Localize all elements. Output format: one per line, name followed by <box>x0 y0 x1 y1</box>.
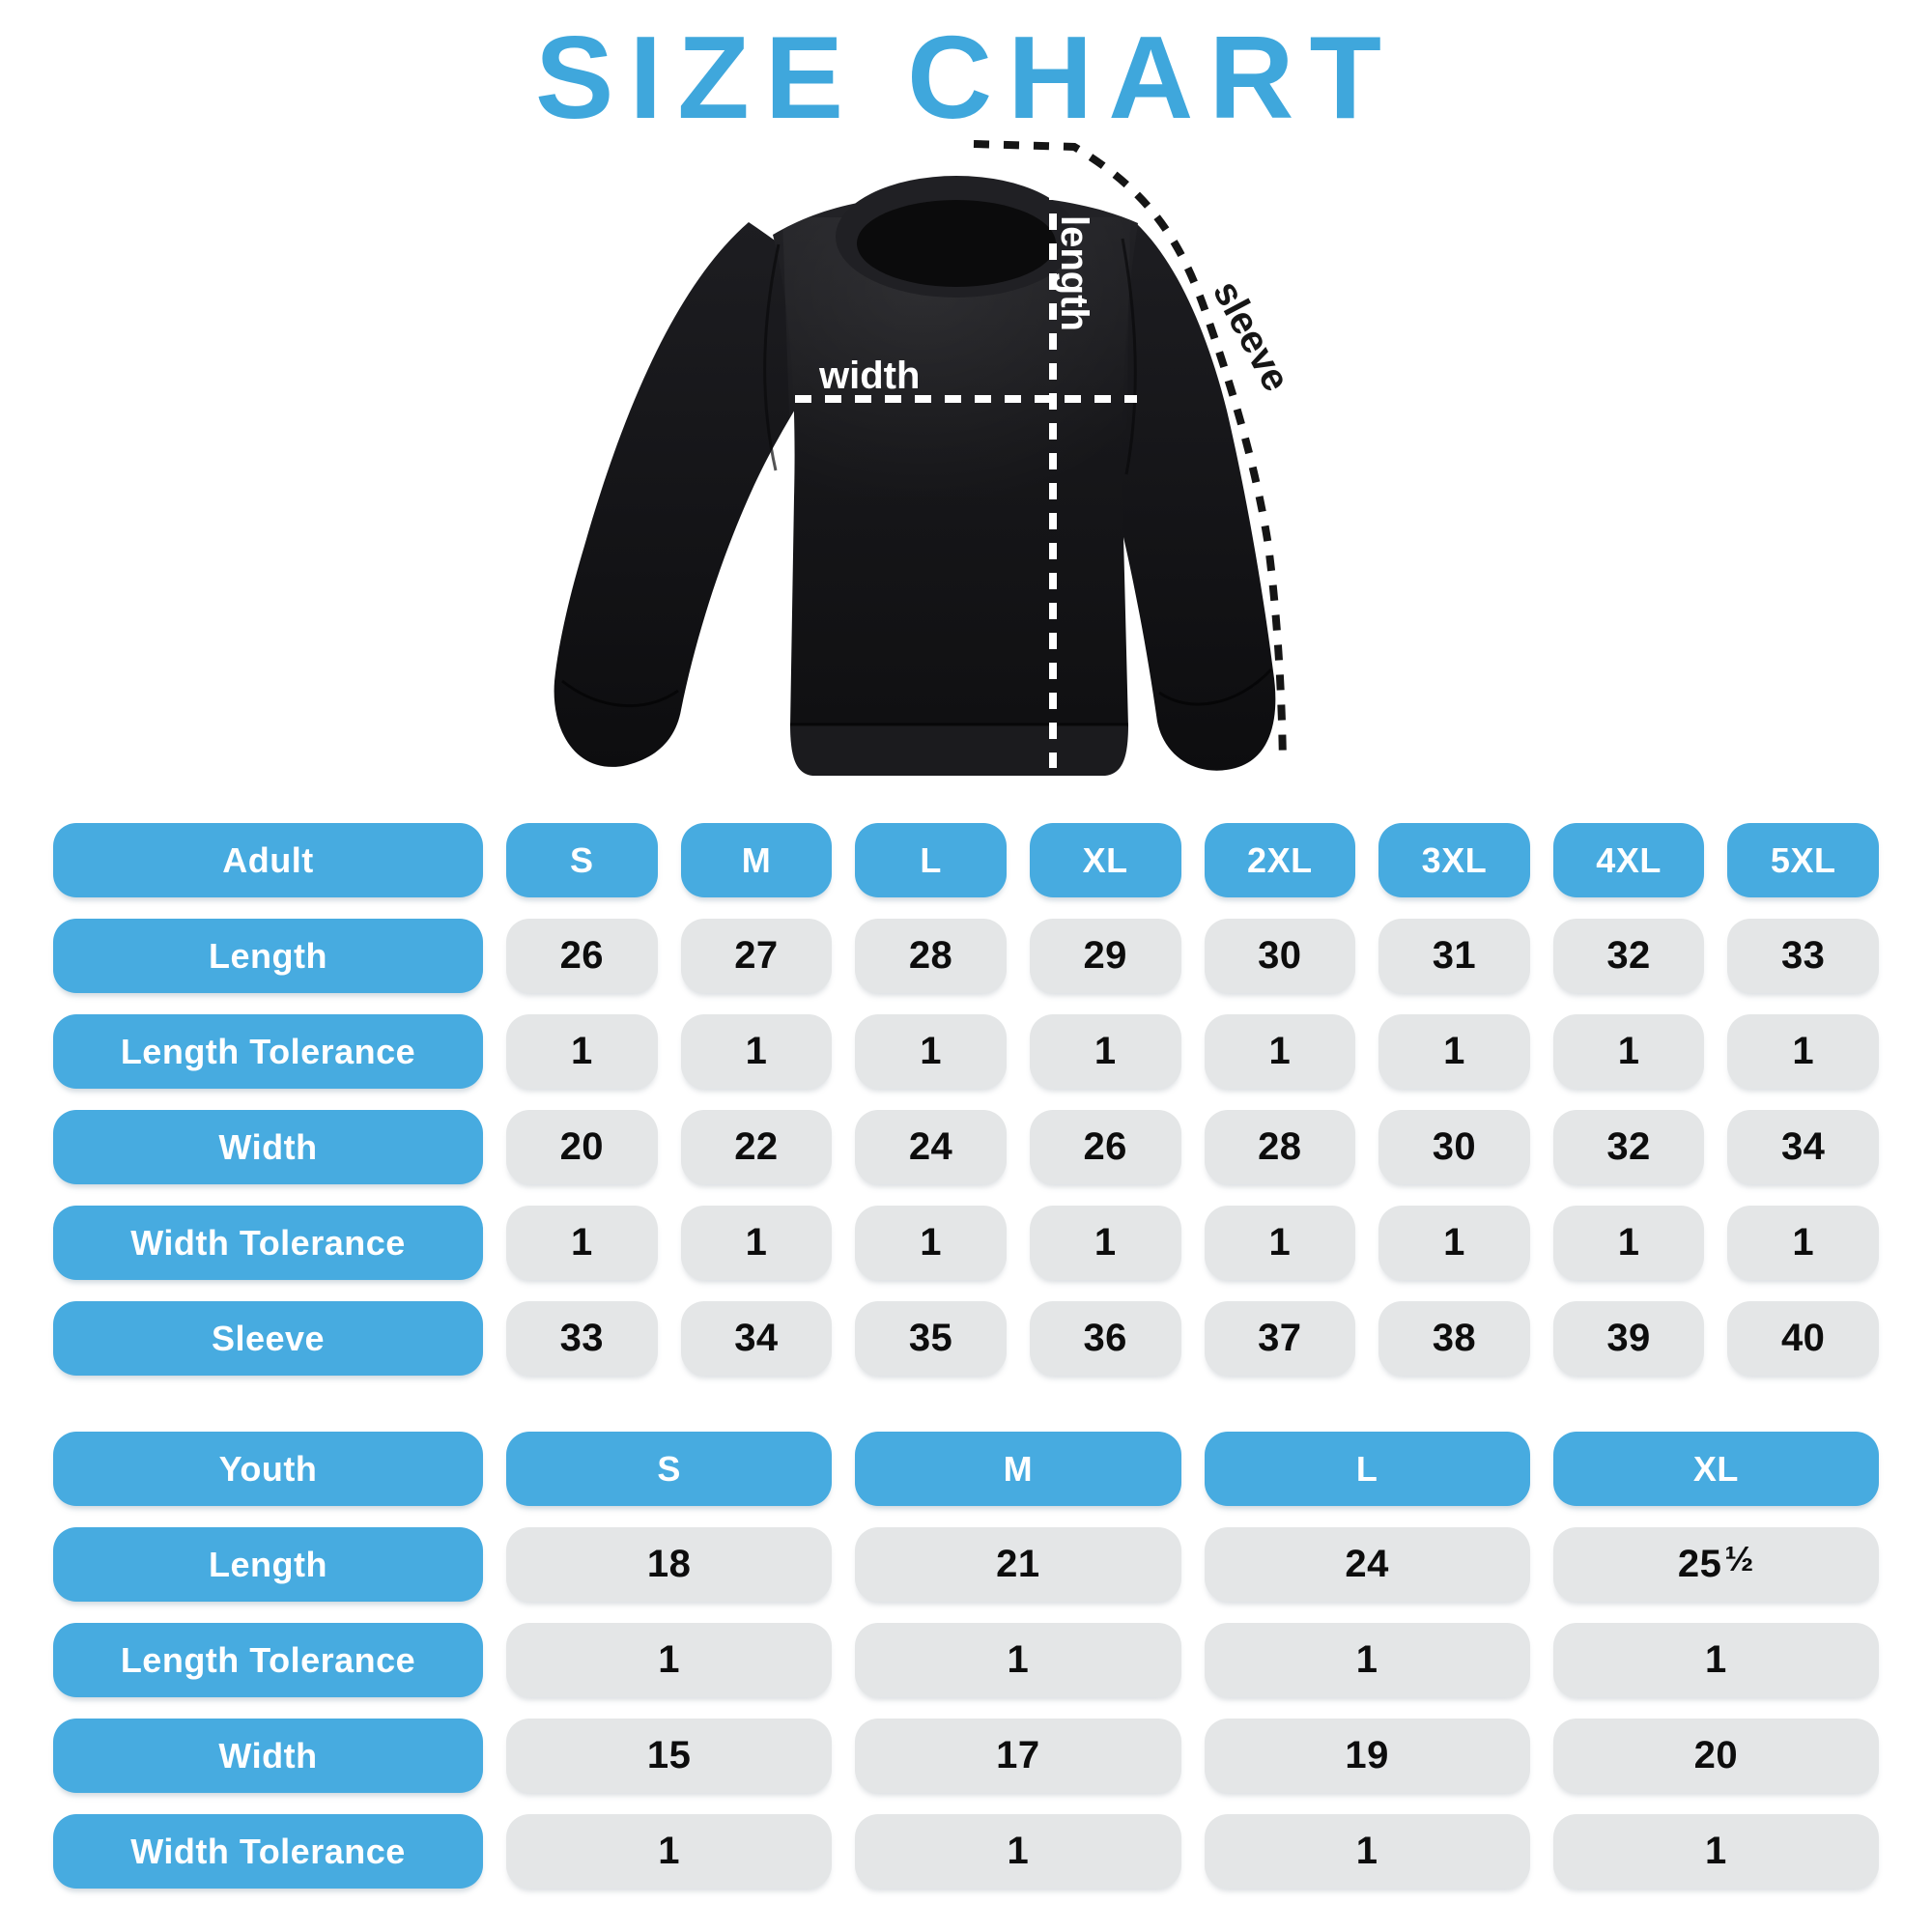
size-header-cell: M <box>855 1432 1180 1506</box>
value-cell: 36 <box>1030 1301 1181 1376</box>
value-cell <box>1553 1527 1879 1602</box>
value-cell: 20 <box>506 1110 658 1184</box>
value-cell: 28 <box>855 919 1007 993</box>
value-cell: 19 <box>1205 1719 1530 1793</box>
value-cell: 34 <box>1727 1110 1879 1184</box>
adult-size-table <box>53 823 1879 1376</box>
value-cell: 1 <box>855 1814 1180 1889</box>
row-label-length: Length <box>53 919 483 993</box>
value-cell: 1 <box>1727 1206 1879 1280</box>
row-label-width-tolerance: Width Tolerance <box>53 1206 483 1280</box>
value-cell: 1 <box>1205 1814 1530 1889</box>
value-cell: 1 <box>1378 1206 1530 1280</box>
width-measure-label: width <box>819 355 921 397</box>
value-cell: 39 <box>1553 1301 1705 1376</box>
size-header-cell: S <box>506 1432 832 1506</box>
value-cell: 1 <box>855 1014 1007 1089</box>
youth-table-title: Youth <box>53 1432 483 1506</box>
value-cell: 1 <box>506 1014 658 1089</box>
size-header-cell: XL <box>1030 823 1181 897</box>
row-label-length: Length <box>53 1527 483 1602</box>
length-measure-label: length <box>1053 215 1095 331</box>
value-cell: 32 <box>1553 1110 1705 1184</box>
size-header-cell: L <box>1205 1432 1530 1506</box>
value-cell: 28 <box>1205 1110 1356 1184</box>
value-cell: 1 <box>1030 1014 1181 1089</box>
sleeve-measure-label: sleeve <box>1205 273 1298 399</box>
value-cell: 24 <box>1205 1527 1530 1602</box>
value-cell: 17 <box>855 1719 1180 1793</box>
size-header-cell: 2XL <box>1205 823 1356 897</box>
adult-table-title: Adult <box>53 823 483 897</box>
value-cell: 33 <box>506 1301 658 1376</box>
value-cell: 26 <box>506 919 658 993</box>
size-header-cell: 3XL <box>1378 823 1530 897</box>
value-cell: 40 <box>1727 1301 1879 1376</box>
value-cell: 38 <box>1378 1301 1530 1376</box>
sweatshirt-diagram <box>531 92 1401 787</box>
value-cell: 24 <box>855 1110 1007 1184</box>
row-label-length-tolerance: Length Tolerance <box>53 1623 483 1697</box>
row-label-length-tolerance: Length Tolerance <box>53 1014 483 1089</box>
value-cell: 1 <box>1205 1206 1356 1280</box>
value-cell: 1 <box>506 1206 658 1280</box>
size-header-cell: S <box>506 823 658 897</box>
row-label-width: Width <box>53 1110 483 1184</box>
value-cell: 27 <box>681 919 833 993</box>
value-cell: 1 <box>681 1014 833 1089</box>
value-cell: 1 <box>1205 1014 1356 1089</box>
value-cell: 18 <box>506 1527 832 1602</box>
value-cell: 31 <box>1378 919 1530 993</box>
size-header-cell: XL <box>1553 1432 1879 1506</box>
row-label-width: Width <box>53 1719 483 1793</box>
value-cell: 35 <box>855 1301 1007 1376</box>
value-cell: 1 <box>1727 1014 1879 1089</box>
value-cell: 26 <box>1030 1110 1181 1184</box>
value-cell: 1 <box>855 1623 1180 1697</box>
value-cell: 21 <box>855 1527 1180 1602</box>
value-fraction: ½ <box>1724 1538 1754 1578</box>
value-cell: 1 <box>1030 1206 1181 1280</box>
size-header-cell: M <box>681 823 833 897</box>
value-cell: 1 <box>1553 1623 1879 1697</box>
value-cell: 1 <box>855 1206 1007 1280</box>
value-cell: 30 <box>1205 919 1356 993</box>
value-cell: 1 <box>681 1206 833 1280</box>
value-cell: 29 <box>1030 919 1181 993</box>
value-cell: 37 <box>1205 1301 1356 1376</box>
value-cell: 22 <box>681 1110 833 1184</box>
value-cell: 15 <box>506 1719 832 1793</box>
sweatshirt-illustration <box>554 176 1276 776</box>
row-label-width-tolerance: Width Tolerance <box>53 1814 483 1889</box>
size-header-cell: 4XL <box>1553 823 1705 897</box>
value-cell: 1 <box>1553 1014 1705 1089</box>
value-cell: 1 <box>506 1814 832 1889</box>
size-header-cell: L <box>855 823 1007 897</box>
value-cell: 1 <box>1205 1623 1530 1697</box>
value-cell: 1 <box>1553 1206 1705 1280</box>
value-cell: 20 <box>1553 1719 1879 1793</box>
size-header-cell: 5XL <box>1727 823 1879 897</box>
value-cell: 1 <box>1378 1014 1530 1089</box>
value-number: 25 <box>1677 1543 1722 1585</box>
value-cell: 33 <box>1727 919 1879 993</box>
row-label-sleeve: Sleeve <box>53 1301 483 1376</box>
value-cell: 1 <box>506 1623 832 1697</box>
value-cell: 30 <box>1378 1110 1530 1184</box>
value-cell: 32 <box>1553 919 1705 993</box>
value-cell: 34 <box>681 1301 833 1376</box>
youth-size-table <box>53 1432 1879 1889</box>
value-cell: 1 <box>1553 1814 1879 1889</box>
page-title: SIZE CHART <box>535 12 1397 143</box>
